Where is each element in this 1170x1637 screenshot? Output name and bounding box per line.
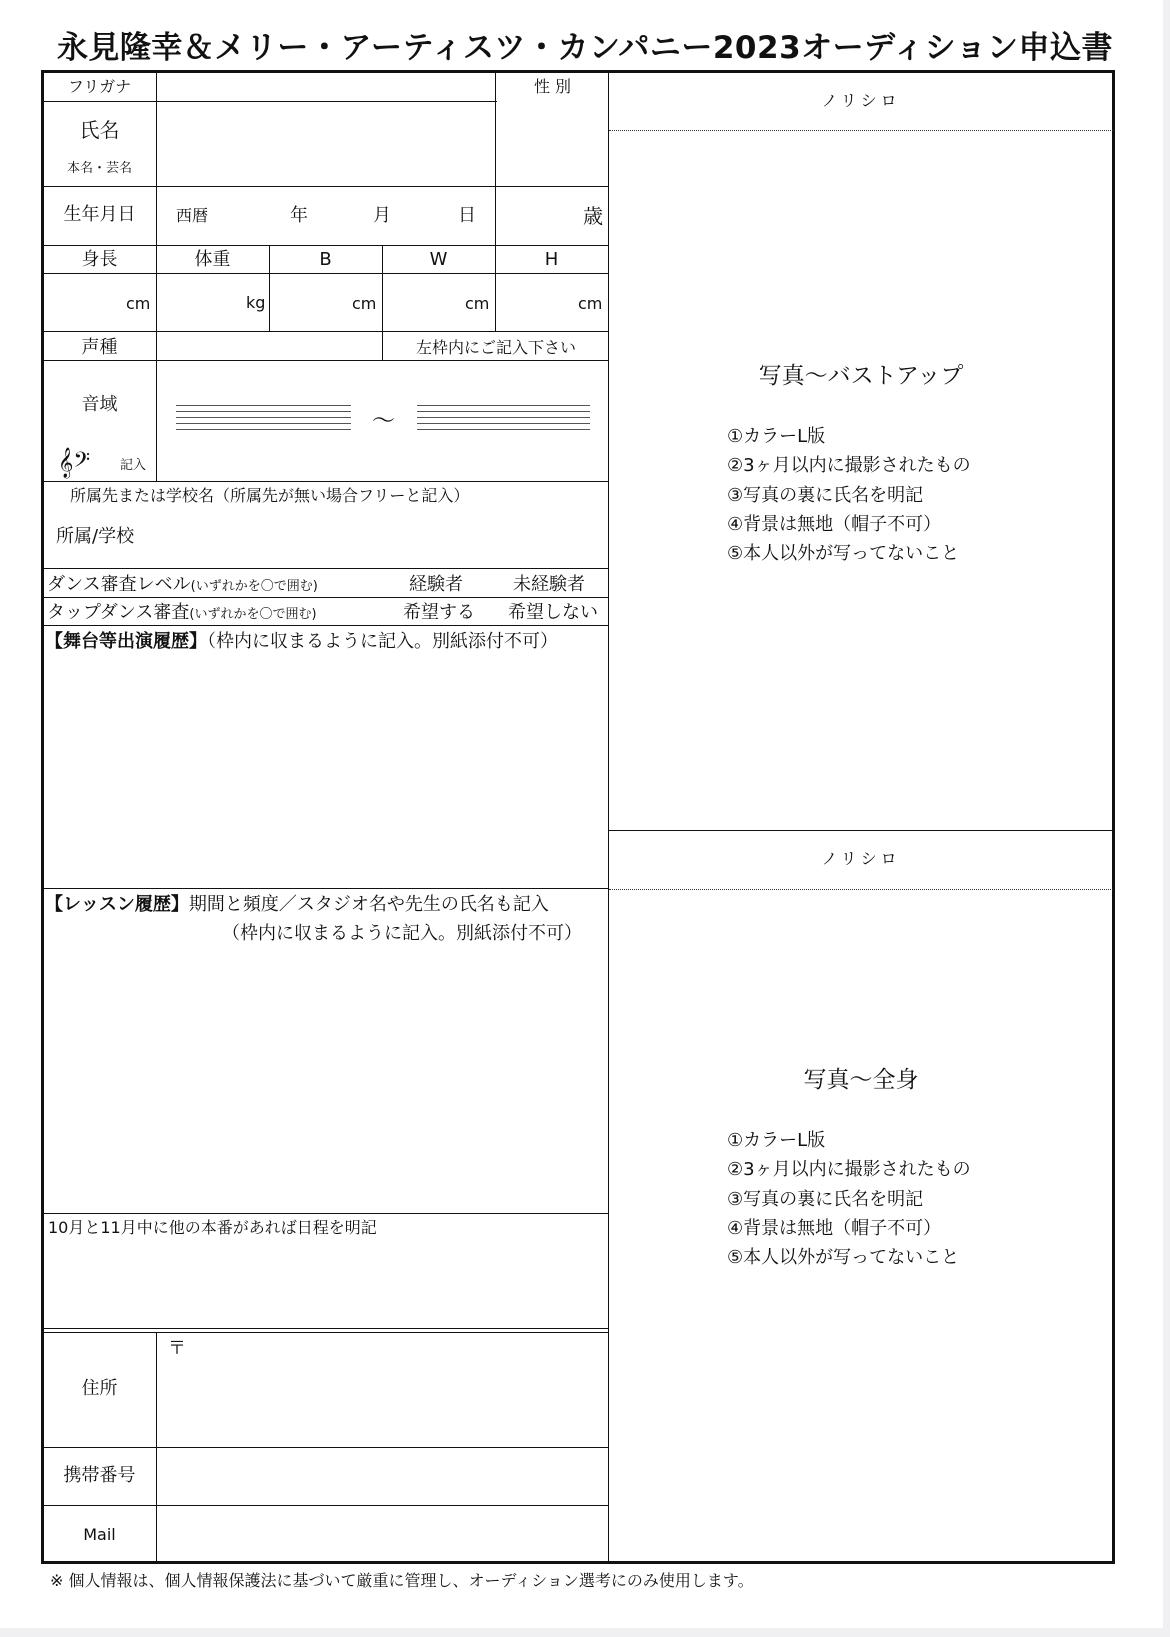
mail-label: Mail xyxy=(83,1525,116,1544)
voice-line xyxy=(43,360,609,361)
rule-item: ②3ヶ月以内に撮影されたもの xyxy=(727,455,971,476)
gender-column-divider xyxy=(495,72,496,246)
column-divider xyxy=(608,72,609,1563)
schedule-line-2 xyxy=(43,1332,609,1333)
birth-label: 生年月日 xyxy=(63,204,136,225)
inexperienced-option: 未経験者 xyxy=(513,574,585,595)
furigana-line xyxy=(43,101,497,102)
staff-low xyxy=(176,405,351,435)
height-unit: cm xyxy=(126,294,151,313)
address-line xyxy=(43,1447,609,1448)
waist-label: W xyxy=(429,249,448,270)
bust-photo-title: 写真～バストアップ xyxy=(758,363,964,389)
label-column-divider xyxy=(156,72,157,482)
stage-history-heading: 【舞台等出演履歴】（枠内に収まるように記入。別紙添付不可） xyxy=(45,631,558,652)
glue-line-top xyxy=(609,130,1113,131)
gender-label: 性 別 xyxy=(533,77,572,96)
rule-item: ①カラーL版 xyxy=(727,1130,826,1151)
dance-level-label: ダンス審査レベル(いずれかを〇で囲む) xyxy=(47,574,318,595)
rule-item: ③写真の裏に氏名を明記 xyxy=(727,1189,924,1210)
glue-label-bust: ノリシロ xyxy=(821,91,901,110)
name-line xyxy=(43,186,609,187)
range-line xyxy=(43,481,609,482)
affiliation-line xyxy=(43,568,609,569)
seireki-label: 西暦 xyxy=(176,206,209,225)
clef-icon: 𝄞𝄢 xyxy=(58,448,91,478)
range-label: 音域 xyxy=(81,394,118,415)
name-label: 氏名 xyxy=(79,118,120,142)
affiliation-label: 所属/学校 xyxy=(56,526,135,547)
measure-line xyxy=(43,331,609,332)
schedule-line xyxy=(43,1328,609,1329)
height-label: 身長 xyxy=(81,249,118,270)
hip-label: H xyxy=(544,249,559,270)
waist-unit: cm xyxy=(465,294,490,313)
affiliation-note: 所属先または学校名（所属先が無い場合フリーと記入） xyxy=(70,486,470,505)
experienced-option: 経験者 xyxy=(409,574,463,595)
furigana-label: フリガナ xyxy=(67,77,132,96)
tap-yes-option: 希望する xyxy=(403,602,475,623)
voice-type-label: 声種 xyxy=(81,337,118,358)
rule-item: ③写真の裏に氏名を明記 xyxy=(727,485,924,506)
bust-unit: cm xyxy=(352,294,377,313)
birth-line xyxy=(43,245,609,246)
lesson-line xyxy=(43,1213,609,1214)
bust-label: B xyxy=(319,249,332,270)
rule-item: ⑤本人以外が写ってないこと xyxy=(727,1247,960,1268)
schedule-note: 10月と11月中に他の本番があれば日程を明記 xyxy=(48,1218,377,1237)
hip-unit: cm xyxy=(578,294,603,313)
day-label: 日 xyxy=(458,205,476,226)
glue-line-bottom xyxy=(609,889,1113,890)
address-label: 住所 xyxy=(81,1378,118,1399)
measure-header-line xyxy=(43,273,609,274)
rule-item: ②3ヶ月以内に撮影されたもの xyxy=(727,1159,971,1180)
voice-note: 左枠内にご記入下さい xyxy=(415,338,576,357)
age-label: 歳 xyxy=(583,204,603,228)
lesson-history-heading: 【レッスン履歴】期間と頻度／スタジオ名や先生の氏名も記入 xyxy=(45,894,549,915)
rule-item: ⑤本人以外が写ってないこと xyxy=(727,543,960,564)
rule-item: ④背景は無地（帽子不可） xyxy=(727,1218,942,1239)
privacy-footer: ※ 個人情報は、個人情報保護法に基づいて厳重に管理し、オーディション選考にのみ使用します。 xyxy=(50,1571,754,1590)
year-label: 年 xyxy=(290,205,308,226)
tap-no-option: 希望しない xyxy=(508,602,598,623)
stage-line xyxy=(43,888,609,889)
month-label: 月 xyxy=(373,205,391,226)
weight-unit: kg xyxy=(246,293,266,312)
photo-divider xyxy=(609,830,1113,831)
mobile-line xyxy=(43,1505,609,1506)
lesson-history-note: （枠内に収まるように記入。別紙添付不可） xyxy=(222,923,582,944)
rule-item: ①カラーL版 xyxy=(727,426,826,447)
name-sub-label: 本名・芸名 xyxy=(66,161,132,176)
rule-item: ④背景は無地（帽子不可） xyxy=(727,514,942,535)
staff-high xyxy=(417,405,590,435)
mobile-label: 携帯番号 xyxy=(63,1465,136,1486)
glue-label-full: ノリシロ xyxy=(821,849,901,868)
tap-label: タップダンス審査(いずれかを〇で囲む) xyxy=(47,602,317,623)
range-tilde: ～ xyxy=(372,408,395,434)
tap-line xyxy=(43,625,609,626)
dance-line xyxy=(43,597,609,598)
voice-divider xyxy=(382,332,383,361)
postal-mark: 〒 xyxy=(168,1338,186,1359)
full-photo-title: 写真～全身 xyxy=(803,1067,919,1093)
page-title: 永見隆幸＆メリー・アーティスツ・カンパニー2023オーディション申込書 xyxy=(56,30,1114,66)
range-note: 記入 xyxy=(120,458,147,473)
weight-label: 体重 xyxy=(194,249,231,270)
